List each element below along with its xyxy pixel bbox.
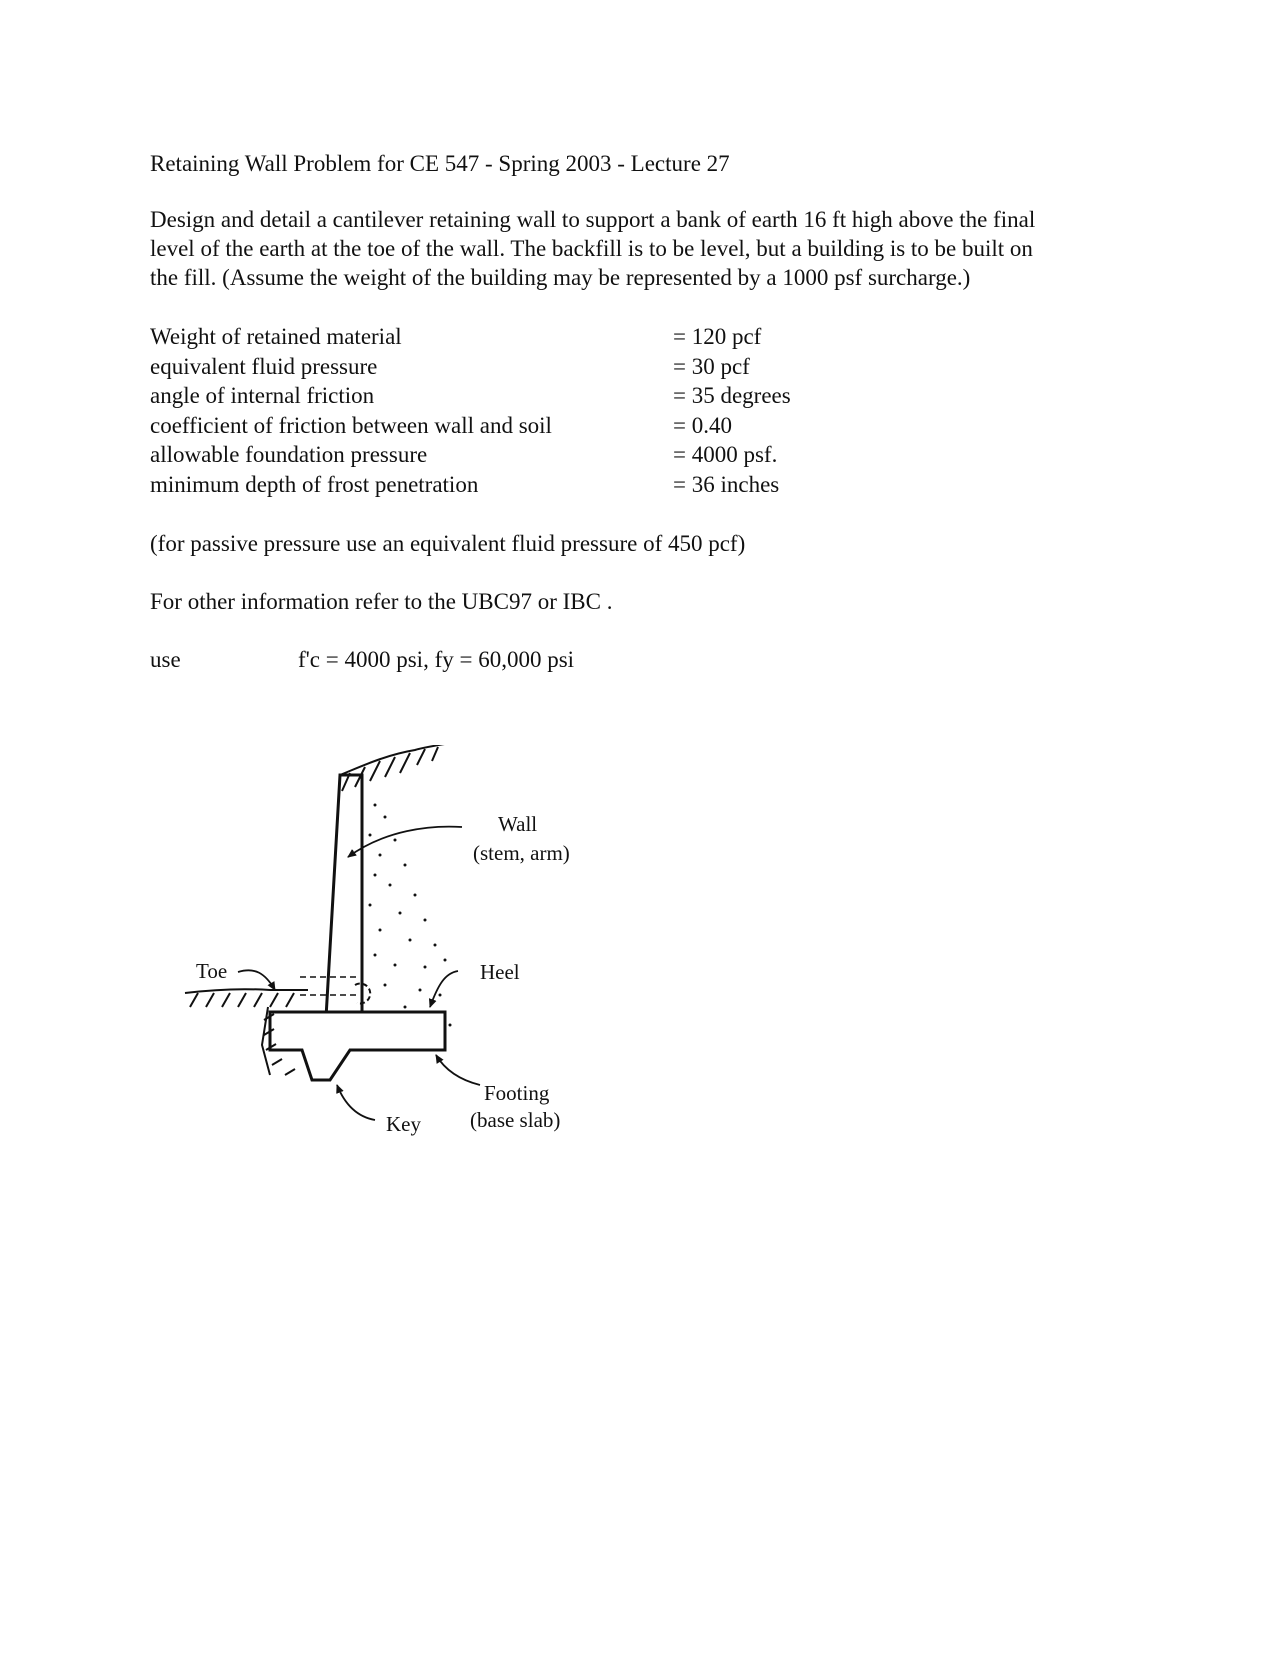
property-value: = 36 inches xyxy=(673,471,780,497)
footing-label: Footing xyxy=(484,1081,550,1105)
description-line: the fill. (Assume the weight of the building may be represented by a 1000 psf surcharge.) xyxy=(150,265,971,290)
description-line: level of the earth at the toe of the wall. The backfill is to be level, but a building is to be built on xyxy=(150,236,1033,261)
footing-leader xyxy=(436,1055,480,1085)
weep-pipe xyxy=(300,977,360,995)
description-line: Design and detail a cantilever retaining wall to support a bank of earth 16 ft high above the final xyxy=(150,207,1036,232)
wall-stem xyxy=(325,775,362,1035)
footing-base-slab xyxy=(270,1012,445,1080)
toe-label: Toe xyxy=(196,959,228,983)
footing-sublabel: (base slab) xyxy=(470,1108,561,1132)
heel-label: Heel xyxy=(480,960,520,984)
heel-leader xyxy=(430,971,458,1007)
backfill-surface-hatch xyxy=(340,745,450,791)
use-value: f'c = 4000 psi, fy = 60,000 psi xyxy=(298,647,575,672)
key-leader xyxy=(337,1085,375,1120)
wall-sublabel: (stem, arm) xyxy=(473,841,570,865)
property-value: = 0.40 xyxy=(673,412,732,438)
property-label: minimum depth of frost penetration xyxy=(150,471,479,497)
property-label: coefficient of friction between wall and soil xyxy=(150,412,552,438)
property-label: allowable foundation pressure xyxy=(150,442,428,467)
property-value: = 120 pcf xyxy=(673,324,762,349)
property-value: = 35 degrees xyxy=(673,383,791,408)
material-strength-row xyxy=(150,646,850,676)
property-value: = 4000 psf. xyxy=(673,442,778,467)
use-label: use xyxy=(150,647,181,672)
property-label: angle of internal friction xyxy=(150,383,375,408)
reference-note: For other information refer to the UBC97 or IBC . xyxy=(150,589,613,614)
wall-label: Wall xyxy=(498,812,538,836)
property-value: = 30 pcf xyxy=(673,353,750,379)
property-label: equivalent fluid pressure xyxy=(150,353,378,379)
property-label: Weight of retained material xyxy=(150,324,402,349)
problem-description xyxy=(150,205,1150,292)
page-title: Retaining Wall Problem for CE 547 - Spring 2003 - Lecture 27 xyxy=(150,151,730,176)
label-leaders xyxy=(238,827,480,1120)
passive-pressure-note: (for passive pressure use an equivalent fluid pressure of 450 pcf) xyxy=(150,531,746,556)
wall-leader xyxy=(348,827,462,857)
retaining-wall-diagram xyxy=(180,745,640,1205)
toe-leader xyxy=(238,970,275,990)
key-label: Key xyxy=(386,1112,421,1136)
